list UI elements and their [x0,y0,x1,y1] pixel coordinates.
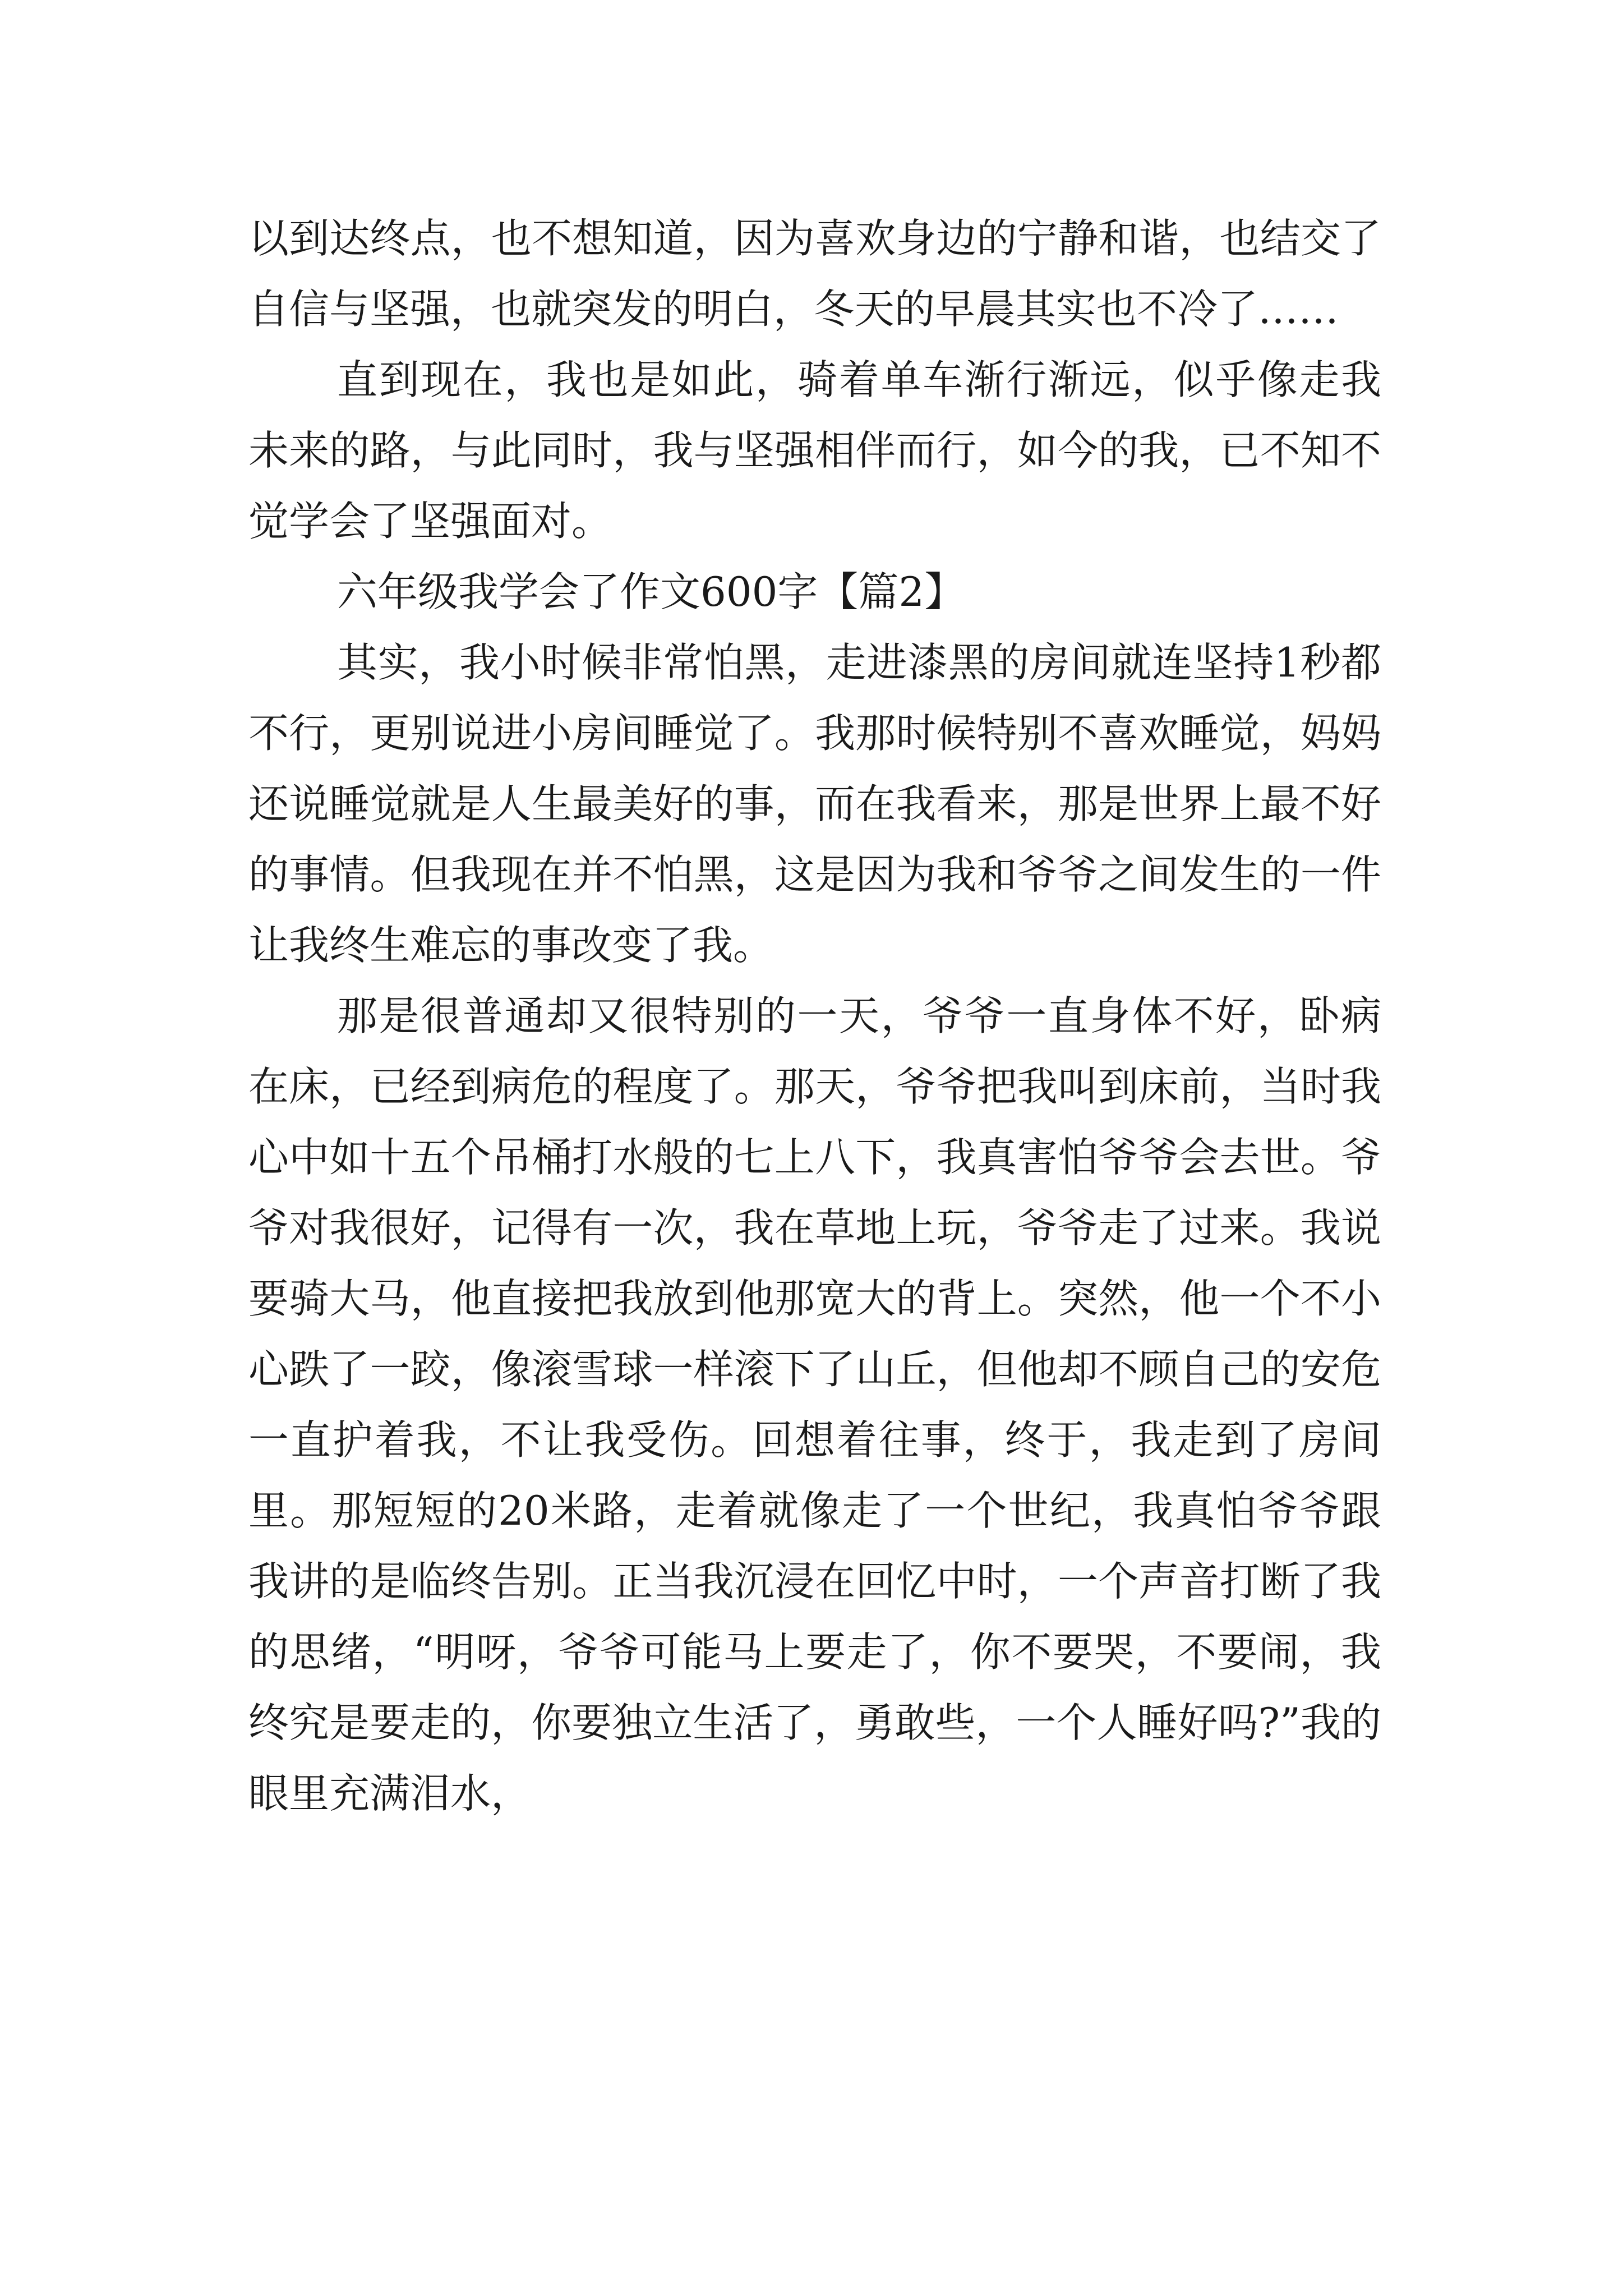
paragraph-ending: 直到现在，我也是如此，骑着单车渐行渐远，似乎像走我未来的路，与此同时，我与坚强相伴而行，如今的我，已不知不觉学会了坚强面对。 [248,356,1381,545]
paragraph-continuation: 以到达终点，也不想知道，因为喜欢身边的宁静和谐，也结交了自信与坚强，也就突发的明白，冬天的早晨其实也不冷了…… [248,215,1381,333]
paragraph-fear-of-dark: 其实，我小时候非常怕黑，走进漆黑的房间就连坚持1秒都不行，更别说进小房间睡觉了。我那时候特别不喜欢睡觉，妈妈还说睡觉就是人生最美好的事，而在我看来，那是世界上最不好的事情。但我现在并不怕黑，这是因为我和爷爷之间发生的一件让我终生难忘的事改变了我。 [248,639,1381,969]
essay-title-part-2: 六年级我学会了作文600字【篇2】 [337,568,965,615]
paragraph-grandpa-story: 那是很普通却又很特别的一天，爷爷一直身体不好，卧病在床，已经到病危的程度了。那天，爷爷把我叫到床前，当时我心中如十五个吊桶打水般的七上八下，我真害怕爷爷会去世。爷爷对我很好，记得有一次，我在草地上玩，爷爷走了过来。我说要骑大马，他直接把我放到他那宽大的背上。突然，他一个不小心跌了一跤，像滚雪球一样滚下了山丘，但他却不顾自己的安危一直护着我，不让我受伤。回想着往事，终于，我走到了房间里。那短短的20米路，走着就像走了一个世纪，我真怕爷爷跟我讲的是临终告别。正当我沉浸在回忆中时，一个声音打断了我的思绪，“明呀，爷爷可能马上要走了，你不要哭，不要闹，我终究是要走的，你要独立生活了，勇敢些，一个人睡好吗?”我的眼里充满泪水， [248,992,1381,1817]
essay-body [248,203,1381,1829]
